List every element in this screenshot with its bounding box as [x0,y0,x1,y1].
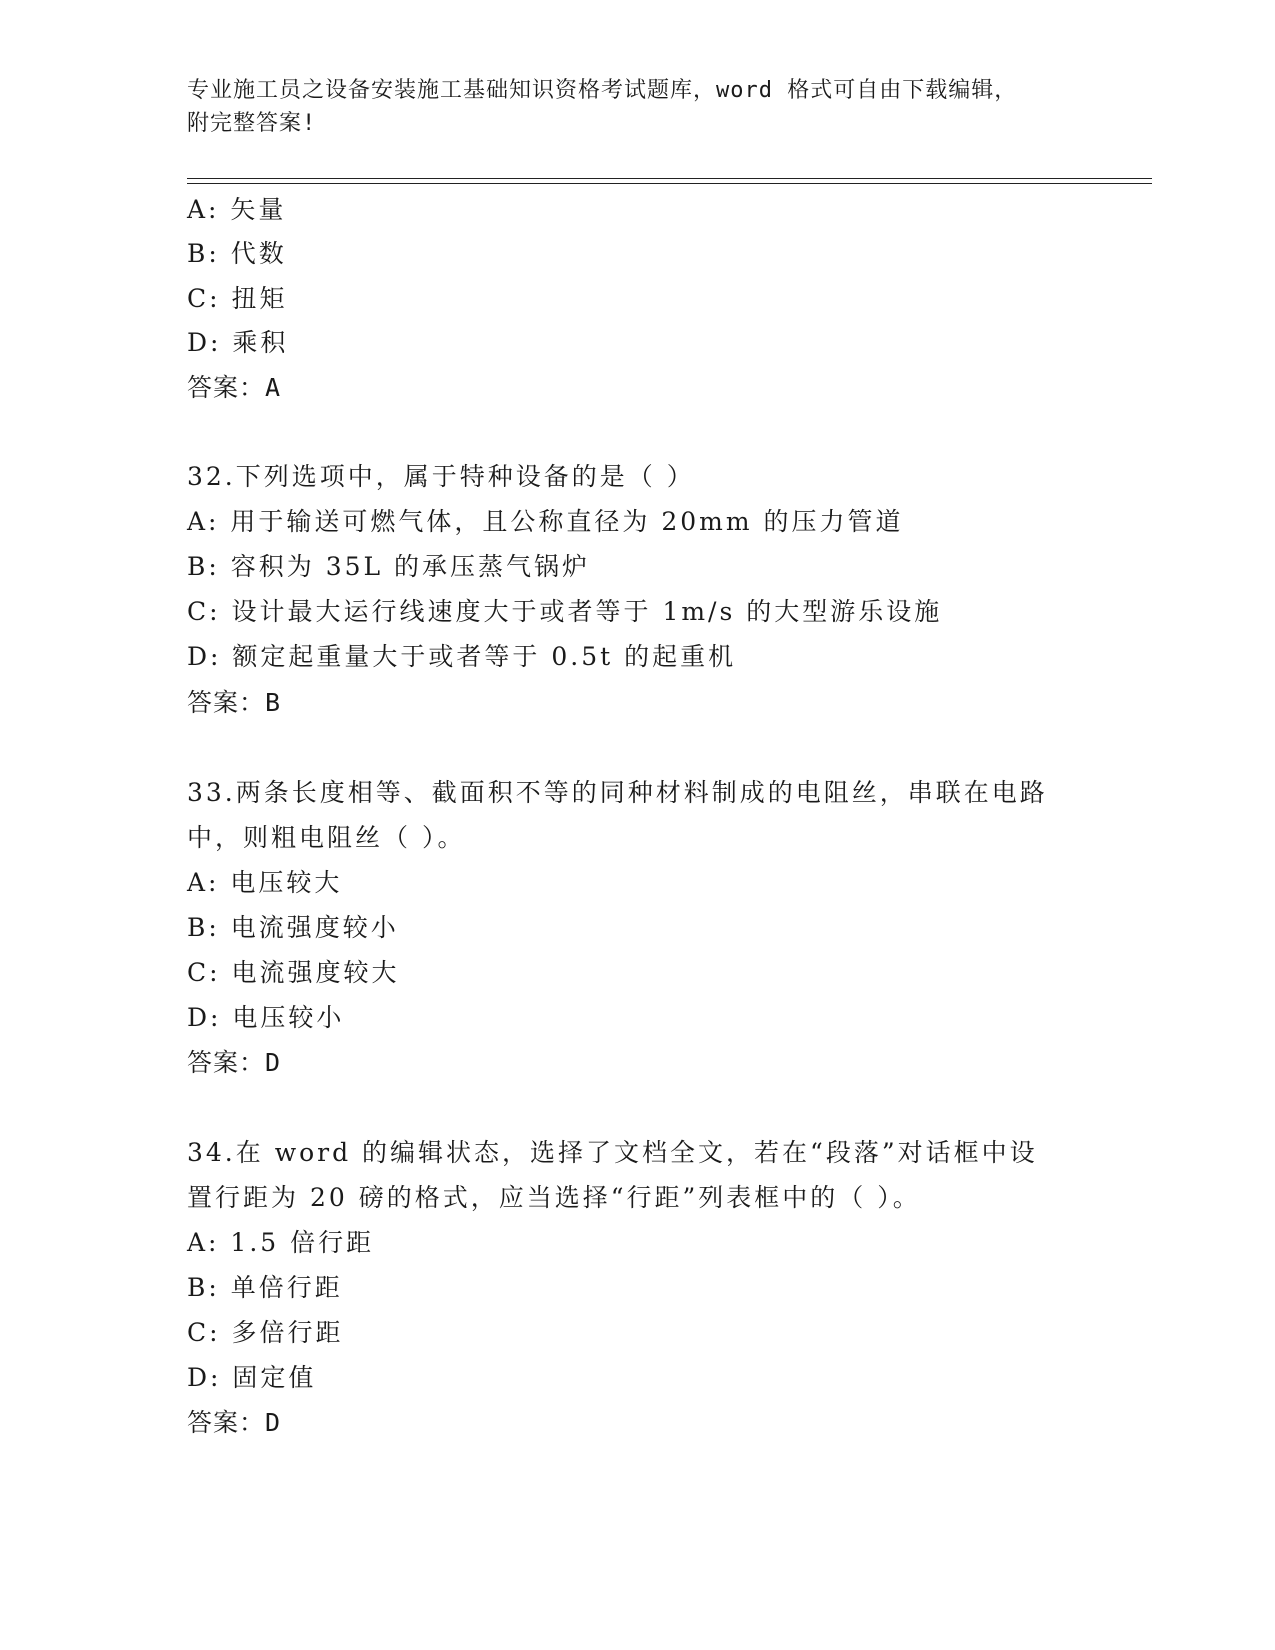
header-line-1: 专业施工员之设备安装施工基础知识资格考试题库，word 格式可自由下载编辑， [187,78,1018,103]
q32-option-a: A: 用于输送可燃气体，且公称直径为 20mm 的压力管道 [187,507,904,536]
q33-option-a: A: 电压较大 [187,868,343,897]
document-header [187,74,1087,140]
q31-option-b: B: 代数 [187,239,287,268]
q33-question-line-2: 中，则粗电阻丝（ ）。 [187,823,466,852]
q32-question: 32.下列选项中，属于特种设备的是（ ） [187,462,695,491]
header-line-2: 附完整答案! [187,111,317,136]
q34-question-line-2: 置行距为 20 磅的格式，应当选择“行距”列表框中的（ ）。 [187,1183,921,1212]
answer-label: 答案： [187,1408,266,1437]
answer-value: A [265,373,282,402]
answer-label: 答案： [187,373,266,402]
q31-option-a: A: 矢量 [187,195,287,224]
q34-option-d: D: 固定值 [187,1363,317,1392]
q34-answer [187,1408,281,1438]
answer-value: B [265,688,282,717]
answer-value: D [265,1048,282,1077]
answer-label: 答案： [187,688,266,717]
q33-answer [187,1048,281,1078]
q34-option-a: A: 1.5 倍行距 [187,1228,375,1257]
q34-question-line-1: 34.在 word 的编辑状态，选择了文档全文，若在“段落”对话框中设 [187,1138,1038,1167]
q31-option-d: D: 乘积 [187,328,289,357]
q33-option-c: C: 电流强度较大 [187,958,400,987]
q32-option-b: B: 容积为 35L 的承压蒸气锅炉 [187,552,591,581]
header-rule-top [187,178,1152,179]
q33-option-d: D: 电压较小 [187,1003,345,1032]
q31-option-c: C: 扭矩 [187,284,288,313]
q32-option-d: D: 额定起重量大于或者等于 0.5t 的起重机 [187,642,737,671]
q33-option-b: B: 电流强度较小 [187,913,399,942]
q34-option-b: B: 单倍行距 [187,1273,343,1302]
q32-option-c: C: 设计最大运行线速度大于或者等于 1m/s 的大型游乐设施 [187,597,943,626]
answer-label: 答案： [187,1048,266,1077]
header-rule-bottom [187,183,1152,184]
q32-answer [187,688,281,718]
q34-option-c: C: 多倍行距 [187,1318,344,1347]
q33-question-line-1: 33.两条长度相等、截面积不等的同种材料制成的电阻丝，串联在电路 [187,778,1048,807]
q31-answer [187,373,281,403]
answer-value: D [265,1408,282,1437]
